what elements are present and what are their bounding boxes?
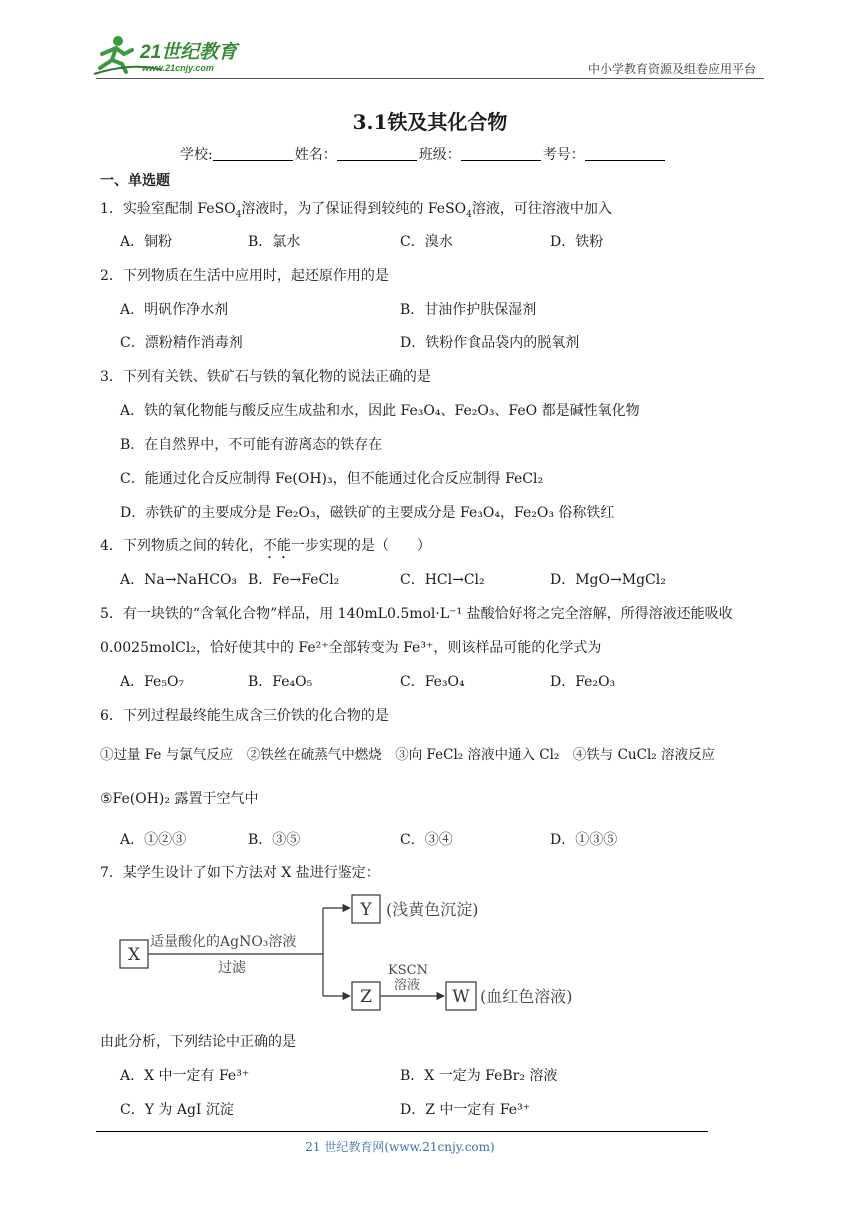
q1-option-a[interactable]: A．铜粉 (120, 234, 173, 250)
class-blank[interactable] (461, 146, 541, 161)
q7-option-d[interactable]: D．Z 中一定有 Fe³⁺ (400, 1102, 531, 1118)
school-label: 学校: (180, 147, 213, 163)
q2-option-d[interactable]: D．铁粉作食品袋内的脱氧剂 (400, 335, 580, 351)
q6-option-b[interactable]: B．③⑤ (248, 832, 301, 848)
q4-option-d[interactable]: D．MgO→MgCl₂ (550, 572, 666, 588)
q3-option-c[interactable]: C．能通过化合反应制得 Fe(OH)₃，但不能通过化合反应制得 FeCl₂ (120, 471, 544, 487)
q6-option-c[interactable]: C．③④ (400, 832, 453, 848)
exam-no-label: 考号： (542, 147, 585, 163)
q4-emphasis: 不能 (262, 538, 291, 554)
school-blank[interactable] (213, 146, 293, 161)
q1-option-b[interactable]: B．氯水 (248, 234, 301, 250)
q5-option-b[interactable]: B．Fe₄O₅ (248, 674, 313, 690)
question-4 (100, 535, 431, 562)
question-3: 3．下列有关铁、铁矿石与铁的氧化物的说法正确的是 (100, 369, 431, 385)
logo-url: www.21cnjy.com (142, 63, 214, 73)
q6-option-d[interactable]: D．①③⑤ (550, 832, 618, 848)
label-z: Z (360, 987, 372, 1007)
label-solution: 溶液 (394, 978, 421, 993)
question-6: 6．下列过程最终能生成含三价铁的化合物的是 (100, 708, 389, 724)
footer-link[interactable]: 21 世纪教育网(www.21cnjy.com) (305, 1140, 495, 1154)
label-kscn: KSCN (388, 963, 428, 978)
site-logo (92, 34, 262, 76)
label-x: X (127, 945, 141, 965)
student-info-line (180, 144, 667, 164)
q4-option-c[interactable]: C．HCl→Cl₂ (400, 572, 485, 588)
question-2: 2．下列物质在生活中应用时，起还原作用的是 (100, 268, 389, 284)
question-5-line2: 0.0025molCl₂，恰好使其中的 Fe²⁺全部转变为 Fe³⁺，则该样品可能的化学式为 (100, 640, 602, 656)
q2-option-b[interactable]: B．甘油作护肤保湿剂 (400, 302, 537, 318)
class-label: 班级： (418, 147, 461, 163)
q1-text-part2: 溶液时，为了保证得到较纯的 FeSO (241, 201, 467, 217)
question-5-line1: 5．有一块铁的“含氧化合物”样品，用 140mL0.5mol·L⁻¹ 盐酸恰好将之完全溶解，所得溶液还能吸收 (100, 606, 733, 622)
q6-process-list-line1: ①过量 Fe 与氯气反应 ②铁丝在硫蒸气中燃烧 ③向 FeCl₂ 溶液中通入 Cl₂ ④铁与 CuCl₂ 溶液反应 (100, 747, 715, 763)
name-blank[interactable] (337, 146, 417, 161)
q1-option-c[interactable]: C．溴水 (400, 234, 453, 250)
label-y: Y (360, 900, 372, 920)
label-w: W (452, 987, 470, 1007)
q7-option-b[interactable]: B．X 一定为 FeBr₂ 溶液 (400, 1068, 558, 1084)
q4-text-part2: 一步实现的是（ ） (290, 538, 431, 554)
q1-option-d[interactable]: D．铁粉 (550, 234, 604, 250)
q4-option-a[interactable]: A．Na→NaHCO₃ (120, 572, 238, 588)
q6-option-a[interactable]: A．①②③ (120, 832, 187, 848)
q1-text-part1: 1．实验室配制 FeSO (100, 201, 236, 217)
name-label: 姓名： (294, 147, 337, 163)
q3-option-a[interactable]: A．铁的氧化物能与酸反应生成盐和水，因此 Fe₃O₄、Fe₂O₃、FeO 都是碱性氧化物 (120, 403, 640, 419)
page-title: 3.1铁及其化合物 (352, 110, 508, 134)
exam-no-blank[interactable] (585, 146, 665, 161)
q1-text-part3: 溶液，可往溶液中加入 (471, 201, 612, 217)
footer-divider (96, 1131, 708, 1132)
q7-analysis-prompt: 由此分析，下列结论中正确的是 (100, 1034, 296, 1050)
label-w-note: (血红色溶液) (480, 987, 573, 1006)
logo-text: 21世纪教育 (140, 42, 238, 63)
header-divider (96, 78, 764, 79)
q7-option-a[interactable]: A．X 中一定有 Fe³⁺ (120, 1068, 250, 1084)
question-7: 7．某学生设计了如下方法对 X 盐进行鉴定： (100, 865, 380, 881)
q2-option-a[interactable]: A．明矾作净水剂 (120, 302, 229, 318)
q4-option-b[interactable]: B．Fe→FeCl₂ (248, 572, 340, 588)
q4-text-part1: 4．下列物质之间的转化， (100, 538, 263, 554)
q3-option-d[interactable]: D．赤铁矿的主要成分是 Fe₂O₃，磁铁矿的主要成分是 Fe₃O₄，Fe₂O₃ 俗称铁红 (120, 505, 615, 521)
label-reagent: 适量酸化的AgNO₃溶液 (150, 934, 297, 950)
q5-option-a[interactable]: A．Fe₅O₇ (120, 674, 185, 690)
q6-process-list-line2: ⑤Fe(OH)₂ 露置于空气中 (100, 791, 259, 807)
question-1: 1．实验室配制 FeSO$_4$溶液时，为了保证得到较纯的 FeSO$_4$溶液，可往溶液中加入 (100, 201, 612, 220)
q3-option-b[interactable]: B．在自然界中，不可能有游离态的铁存在 (120, 437, 383, 453)
label-y-note: (浅黄色沉淀) (386, 900, 479, 919)
q5-option-d[interactable]: D．Fe₂O₃ (550, 674, 616, 690)
q2-option-c[interactable]: C．漂粉精作消毒剂 (120, 335, 243, 351)
q7-option-c[interactable]: C．Y 为 AgI 沉淀 (120, 1102, 234, 1118)
identification-flow-diagram (118, 890, 618, 1015)
header-platform-text: 中小学教育资源及组卷应用平台 (587, 62, 756, 76)
q5-option-c[interactable]: C．Fe₃O₄ (400, 674, 465, 690)
section-heading: 一、单选题 (100, 173, 170, 189)
label-filter: 过滤 (218, 960, 246, 976)
